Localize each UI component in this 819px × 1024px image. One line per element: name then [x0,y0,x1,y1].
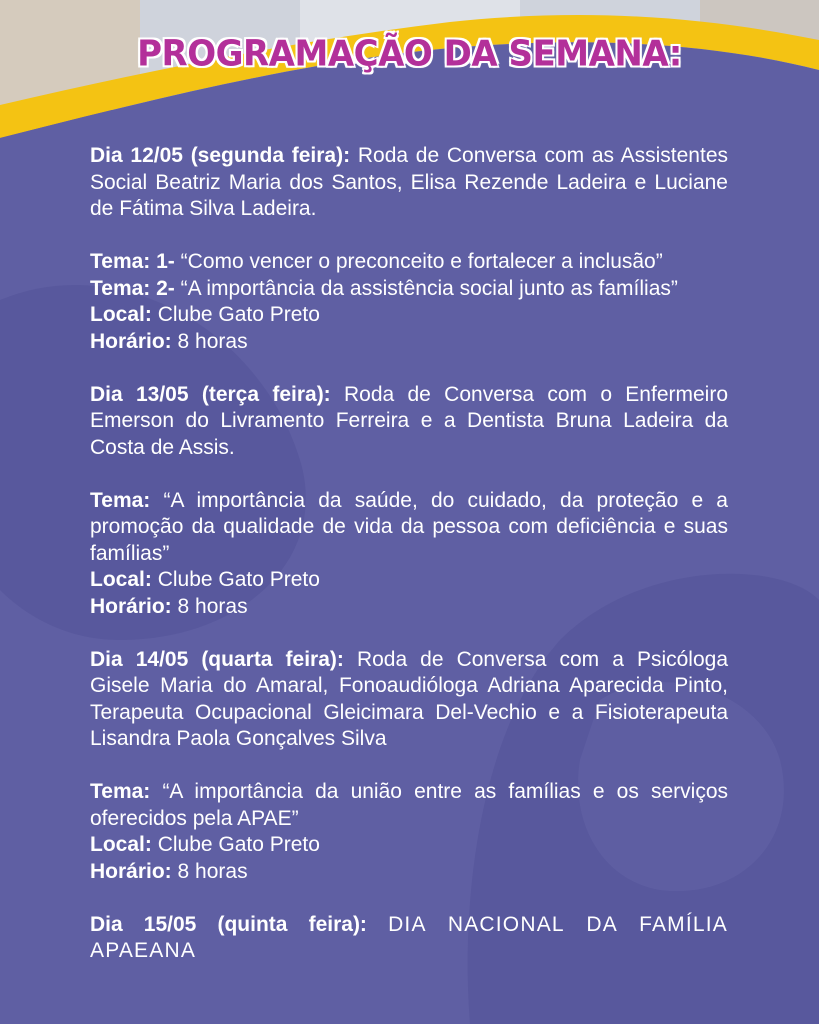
day-entry [90,382,728,462]
day-description: Roda de Conversa com as Assistentes Social Beatriz Maria dos Santos, Elisa Rezende Ladeira e Luciane de Fátima Silva Ladeira. [90,144,728,220]
day-entry [90,143,728,223]
day-description: Roda de Conversa com o Enfermeiro Emerson do Livramento Ferreira e a Dentista Bruna Ladeira da Costa de Assis. [90,382,728,459]
day-entry [90,912,728,965]
time-label: Horário: [90,329,172,353]
theme-text: “Como vencer o preconceito e fortalecer a inclusão” [180,250,663,273]
theme-text: “A importância da união entre as famílias e os serviços oferecidos pela APAE” [90,780,728,830]
theme-line [90,276,728,303]
local-value: Clube Gato Preto [157,568,320,591]
local-value: Clube Gato Preto [157,303,320,326]
local-label: Local: [90,568,152,591]
local-label: Local: [90,833,152,856]
time-line [90,329,728,356]
local-line [90,567,728,594]
local-line [90,832,728,859]
day-entry [90,647,728,753]
theme-label: Tema: 2- [90,276,175,300]
time-line [90,594,728,621]
theme-label: Tema: [90,780,151,803]
local-label: Local: [90,303,152,326]
theme-label: Tema: [90,488,151,512]
theme-line [90,779,728,832]
day-description: Roda de Conversa com a Psicóloga Gisele Maria do Amaral, Fonoaudióloga Adriana Aparecida Pinto, Terapeuta Ocupacional Gleicimara Del-Vechio e a Fisioterapeuta Lisandra Paola Gonçalves Silva [90,647,728,750]
time-line [90,859,728,886]
page-title: PROGRAMAÇÃO DA SEMANA: [137,33,682,75]
theme-label: Tema: 1- [90,250,175,273]
theme-line [90,488,728,568]
day-heading: Dia 12/05 (segunda feira): [90,144,351,167]
day-heading: Dia 15/05 (quinta feira): [90,912,367,936]
day-description: DIA NACIONAL DA FAMÍLIA APAEANA [90,912,728,962]
day-heading: Dia 13/05 (terça feira): [90,382,331,406]
theme-line [90,249,728,276]
time-value: 8 horas [177,594,248,618]
day-heading: Dia 14/05 (quarta feira): [90,647,344,671]
theme-text: “A importância da assistência social junto as famílias” [180,276,678,300]
local-value: Clube Gato Preto [157,833,320,856]
time-label: Horário: [90,594,172,618]
local-line [90,302,728,329]
time-label: Horário: [90,859,172,883]
time-value: 8 horas [177,329,248,353]
time-value: 8 horas [177,859,248,883]
schedule [90,143,728,965]
theme-text: “A importância da saúde, do cuidado, da proteção e a promoção da qualidade de vida da pessoa com deficiência e suas famílias” [90,488,728,565]
